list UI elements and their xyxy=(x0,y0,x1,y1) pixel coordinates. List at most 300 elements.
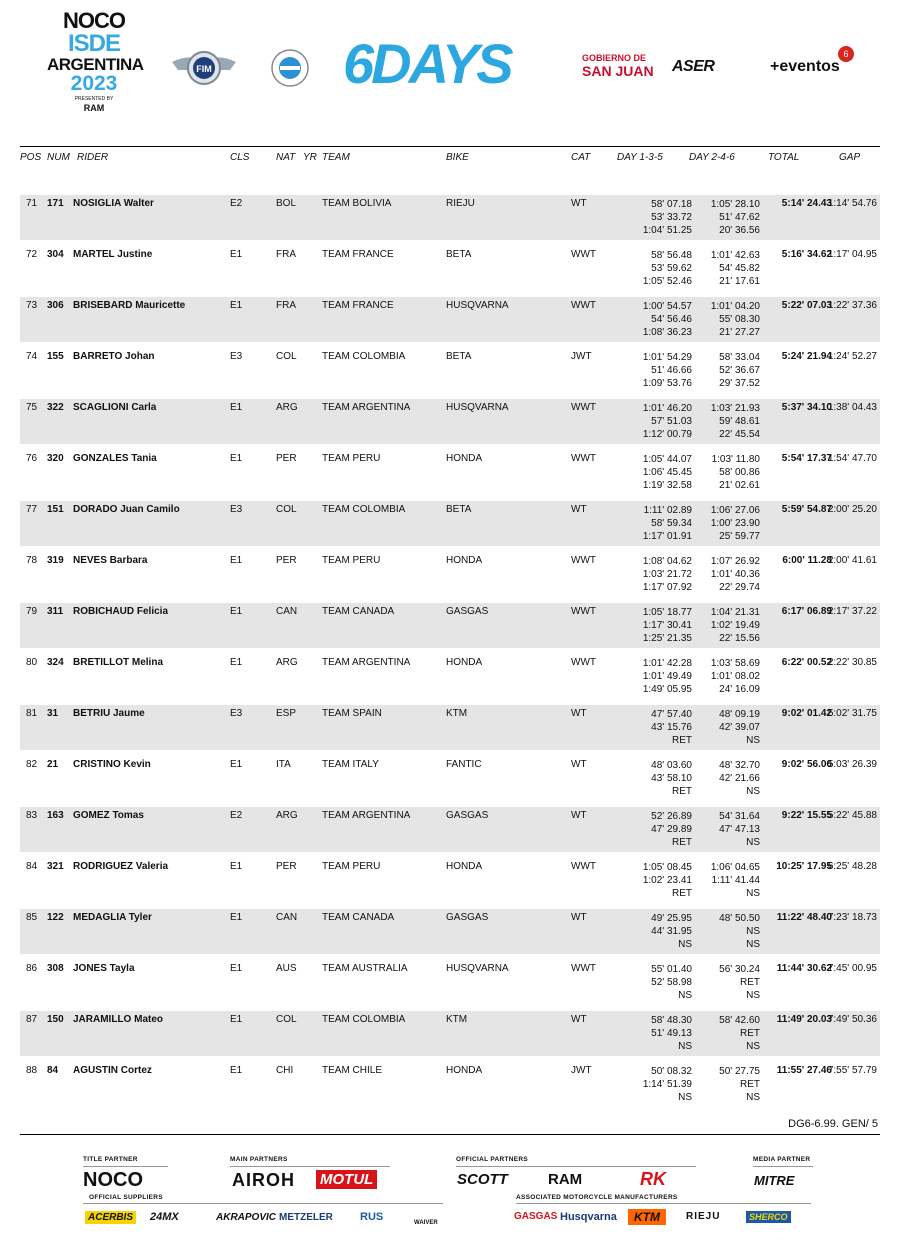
cell-d1-time: 53' 33.72 xyxy=(651,212,692,223)
cell-d2-time: 1:03' 58.69 xyxy=(710,658,760,669)
cell-d2 xyxy=(719,708,760,747)
cell-cls: E1 xyxy=(230,1014,243,1025)
cell-total: 9:02' 01.42 xyxy=(781,708,832,719)
cell-nat: FRA xyxy=(276,249,296,260)
cell-d1 xyxy=(651,963,692,1002)
cell-d1-time: NS xyxy=(678,1041,692,1052)
cell-d1-time: 1:25' 21.35 xyxy=(642,633,692,644)
cell-bike: FANTIC xyxy=(446,759,482,770)
cell-d1 xyxy=(643,504,692,543)
cell-d1-time: 1:11' 02.89 xyxy=(643,505,692,516)
san-juan-logo xyxy=(582,54,654,79)
cell-team: TEAM PERU xyxy=(322,555,381,566)
table-row xyxy=(20,297,880,342)
cell-d1-time: 1:19' 32.58 xyxy=(642,480,692,491)
cell-d2 xyxy=(712,453,760,492)
cell-bike: HUSQVARNA xyxy=(446,300,509,311)
cell-d1-time: 58' 48.30 xyxy=(651,1015,692,1026)
cell-d1 xyxy=(643,249,692,288)
cell-gap: 1:17' 04.95 xyxy=(827,249,877,260)
cell-d1-time: 1:05' 08.45 xyxy=(642,862,692,873)
cell-pos: 77 xyxy=(26,504,38,515)
cell-team: TEAM FRANCE xyxy=(322,249,394,260)
cell-rider: NEVES Barbara xyxy=(73,555,148,566)
cell-bike: KTM xyxy=(446,1014,468,1025)
cell-d1-time: 1:12' 00.79 xyxy=(642,429,692,440)
cell-d2 xyxy=(711,300,760,339)
table-row xyxy=(20,807,880,852)
cell-d1-time: 51' 46.66 xyxy=(651,365,692,376)
cell-d1-time: 1:17' 01.91 xyxy=(642,531,692,542)
cell-d2-time: NS xyxy=(746,1092,760,1103)
cell-d2-time: 1:06' 04.65 xyxy=(710,862,760,873)
isde-logo-isde: ISDE xyxy=(67,30,120,57)
cell-d1-time: 58' 59.34 xyxy=(651,518,692,529)
cell-d1-time: NS xyxy=(678,1092,692,1103)
cell-gap: 5:03' 26.39 xyxy=(827,759,877,770)
cell-d2 xyxy=(711,861,760,900)
cell-pos: 74 xyxy=(26,351,38,362)
cell-cls: E1 xyxy=(230,759,243,770)
cell-d1-time: 51' 49.13 xyxy=(651,1028,692,1039)
cell-pos: 88 xyxy=(26,1065,38,1076)
cell-cat: WWT xyxy=(571,249,596,260)
cell-gap: 7:23' 18.73 xyxy=(827,912,877,923)
cell-nat: ESP xyxy=(276,708,297,719)
cell-bike: HONDA xyxy=(446,657,483,668)
cell-d2-time: 1:01' 42.63 xyxy=(710,250,760,261)
cell-cat: WWT xyxy=(571,402,596,413)
cell-d1 xyxy=(643,657,692,696)
cell-nat: FRA xyxy=(276,300,296,311)
cell-cls: E3 xyxy=(230,504,243,515)
cell-team: TEAM ARGENTINA xyxy=(322,657,411,668)
cell-num: 321 xyxy=(47,861,64,872)
cell-rider: CRISTINO Kevin xyxy=(73,759,151,770)
col-rider: RIDER xyxy=(77,152,109,163)
col-cat: CAT xyxy=(571,152,591,163)
cell-bike: HONDA xyxy=(446,1065,483,1076)
cell-d1-time: 58' 07.18 xyxy=(651,199,692,210)
cell-d2-time: 22' 45.54 xyxy=(719,429,760,440)
official-partners-label: OFFICIAL PARTNERS xyxy=(456,1156,529,1163)
cell-rider: GOMEZ Tomas xyxy=(73,810,144,821)
cell-bike: BETA xyxy=(446,504,472,515)
cell-cls: E1 xyxy=(230,861,243,872)
cell-total: 6:00' 11.28 xyxy=(782,555,832,566)
cell-cat: WWT xyxy=(571,555,596,566)
cell-num: 304 xyxy=(47,249,64,260)
cell-cat: WT xyxy=(571,1014,587,1025)
cell-cls: E1 xyxy=(230,300,243,311)
cell-pos: 80 xyxy=(26,657,38,668)
rus-logo: RUS xyxy=(360,1211,384,1223)
cell-d2-time: 25' 59.77 xyxy=(719,531,760,542)
san-juan-name: SAN JUAN xyxy=(582,62,654,79)
cell-d2-time: 48' 32.70 xyxy=(719,760,760,771)
cell-rider: BRETILLOT Melina xyxy=(73,657,163,668)
cell-gap: 7:49' 50.36 xyxy=(827,1014,877,1025)
cell-rider: BRISEBARD Mauricette xyxy=(73,300,186,311)
cell-gap: 2:17' 37.22 xyxy=(827,606,877,617)
cell-d1 xyxy=(643,1065,692,1104)
table-row xyxy=(20,1062,880,1107)
metzeler-logo: METZELER xyxy=(279,1212,333,1223)
footer-rule-2 xyxy=(230,1166,390,1167)
cell-team: TEAM ARGENTINA xyxy=(322,402,411,413)
cell-bike: KTM xyxy=(446,708,468,719)
cell-d2 xyxy=(711,606,760,645)
motul-logo: MOTUL xyxy=(316,1170,377,1189)
cell-rider: NOSIGLIA Walter xyxy=(73,198,154,209)
cell-d2-time: NS xyxy=(746,1041,760,1052)
cell-d2-time: 24' 16.09 xyxy=(719,684,760,695)
eventos-badge-icon: 6 xyxy=(838,46,854,62)
cell-total: 5:54' 17.37 xyxy=(781,453,832,464)
cell-cat: WWT xyxy=(571,606,596,617)
table-row xyxy=(20,399,880,444)
cell-d2-time: NS xyxy=(746,939,760,950)
cell-d1-time: 1:14' 51.39 xyxy=(642,1079,692,1090)
rieju-logo: RIEJU xyxy=(686,1211,721,1222)
cell-d2-time: 50' 27.75 xyxy=(719,1066,760,1077)
cell-pos: 72 xyxy=(26,249,38,260)
isde-logo xyxy=(47,8,144,113)
cell-cls: E1 xyxy=(230,912,243,923)
cell-d2 xyxy=(711,402,760,441)
cell-cat: WWT xyxy=(571,861,596,872)
cell-num: 324 xyxy=(47,657,64,668)
table-row xyxy=(20,1011,880,1056)
cell-total: 5:16' 34.62 xyxy=(781,249,832,260)
cell-d1-time: NS xyxy=(678,990,692,1001)
table-row xyxy=(20,756,880,801)
cell-rider: BARRETO Johan xyxy=(73,351,155,362)
cell-d2-time: 29' 37.52 xyxy=(719,378,760,389)
footer-rule xyxy=(20,1134,880,1135)
cell-num: 150 xyxy=(47,1014,64,1025)
cell-gap: 1:54' 47.70 xyxy=(827,453,877,464)
cell-rider: BETRIU Jaume xyxy=(73,708,145,719)
cell-d1-time: 1:49' 05.95 xyxy=(642,684,692,695)
cell-d2-time: 1:01' 04.20 xyxy=(710,301,760,312)
cell-num: 151 xyxy=(47,504,64,515)
cell-nat: CHI xyxy=(276,1065,294,1076)
cell-rider: DORADO Juan Camilo xyxy=(73,504,180,515)
cell-d2-time: 47' 47.13 xyxy=(719,824,760,835)
cell-d1 xyxy=(651,810,692,849)
cell-nat: ARG xyxy=(276,810,298,821)
cell-team: TEAM CANADA xyxy=(322,912,395,923)
cell-nat: BOL xyxy=(276,198,297,209)
cell-d1-time: RET xyxy=(672,786,692,797)
col-total: TOTAL xyxy=(768,152,800,163)
husqvarna-logo: Husqvarna xyxy=(560,1211,617,1223)
cell-d2-time: 21' 17.61 xyxy=(719,276,760,287)
footer-rule-5 xyxy=(83,1203,443,1204)
cell-cls: E1 xyxy=(230,453,243,464)
cell-bike: HUSQVARNA xyxy=(446,963,509,974)
cell-d2-time: 42' 39.07 xyxy=(719,722,760,733)
cell-pos: 79 xyxy=(26,606,38,617)
cell-num: 84 xyxy=(47,1065,59,1076)
cell-cls: E1 xyxy=(230,963,243,974)
cell-d2-time: NS xyxy=(746,735,760,746)
cell-pos: 78 xyxy=(26,555,38,566)
cell-total: 9:02' 56.06 xyxy=(781,759,832,770)
col-yr: YR xyxy=(303,152,317,163)
cell-team: TEAM ARGENTINA xyxy=(322,810,411,821)
cell-d1-time: 1:09' 53.76 xyxy=(642,378,692,389)
cell-total: 5:14' 24.43 xyxy=(781,198,832,209)
cell-d1-time: 52' 58.98 xyxy=(651,977,692,988)
cell-d1 xyxy=(643,453,692,492)
cell-num: 163 xyxy=(47,810,64,821)
sixdays-logo: 6DAYS xyxy=(343,32,511,95)
cell-num: 320 xyxy=(47,453,64,464)
cell-d1-time: NS xyxy=(678,939,692,950)
cell-d1-time: 1:03' 21.72 xyxy=(642,569,692,580)
cell-pos: 83 xyxy=(26,810,38,821)
cell-bike: HONDA xyxy=(446,555,483,566)
cell-num: 311 xyxy=(47,606,64,617)
cell-pos: 86 xyxy=(26,963,38,974)
cell-team: TEAM CHILE xyxy=(322,1065,383,1076)
table-row xyxy=(20,195,880,240)
cell-cat: WT xyxy=(571,708,587,719)
cell-d1-time: 1:01' 54.29 xyxy=(642,352,692,363)
cell-d2-time: 1:01' 40.36 xyxy=(710,569,760,580)
cell-d1 xyxy=(643,402,692,441)
isde-logo-argentina: ARGENTINA xyxy=(47,55,144,74)
24mx-logo: 24MX xyxy=(150,1211,179,1223)
cell-rider: GONZALES Tania xyxy=(73,453,157,464)
cell-d1-time: 1:02' 23.41 xyxy=(642,875,692,886)
akrapovic-logo: AKRAPOVIC xyxy=(216,1212,277,1223)
cell-d1-time: 1:05' 18.77 xyxy=(642,607,692,618)
cell-d1-time: 1:17' 07.92 xyxy=(642,582,692,593)
footer-rule-4 xyxy=(753,1166,813,1167)
cell-d1-time: 50' 08.32 xyxy=(651,1066,692,1077)
table-row xyxy=(20,501,880,546)
cell-total: 11:22' 48.40 xyxy=(776,912,832,923)
cell-nat: COL xyxy=(276,351,297,362)
cell-total: 5:37' 34.10 xyxy=(781,402,832,413)
table-row xyxy=(20,450,880,495)
cell-nat: ARG xyxy=(276,402,298,413)
cell-total: 11:55' 27.46 xyxy=(776,1065,832,1076)
cell-pos: 84 xyxy=(26,861,38,872)
cell-nat: COL xyxy=(276,504,297,515)
cell-d2-time: 56' 30.24 xyxy=(719,964,760,975)
cell-total: 6:17' 06.89 xyxy=(781,606,832,617)
col-nat: NAT xyxy=(276,152,296,163)
cell-rider: MARTEL Justine xyxy=(73,249,153,260)
cell-gap: 1:22' 37.36 xyxy=(827,300,877,311)
col-cls: CLS xyxy=(230,152,250,163)
cell-d2-time: 58' 33.04 xyxy=(719,352,760,363)
scott-logo: SCOTT xyxy=(457,1171,508,1188)
gasgas-logo: GASGAS xyxy=(514,1211,558,1222)
cell-team: TEAM COLOMBIA xyxy=(322,504,406,515)
cell-d1-time: 53' 59.62 xyxy=(651,263,692,274)
assoc-manufacturers-label: ASSOCIATED MOTORCYCLE MANUFACTURERS xyxy=(516,1194,678,1201)
cell-cls: E1 xyxy=(230,249,243,260)
cell-d2-time: 54' 31.64 xyxy=(719,811,760,822)
cell-d2 xyxy=(711,249,760,288)
cell-d2-time: 1:05' 28.10 xyxy=(710,199,760,210)
acerbis-logo: ACERBIS xyxy=(85,1211,136,1224)
cell-num: 171 xyxy=(47,198,64,209)
cell-d1 xyxy=(651,1014,692,1053)
cell-d2-time: RET xyxy=(740,1079,760,1090)
cell-gap: 7:55' 57.79 xyxy=(827,1065,877,1076)
cell-d2-time: 1:04' 21.31 xyxy=(710,607,760,618)
isde-logo-presented: PRESENTED BY xyxy=(74,96,114,102)
waiver-logo: WAIVER xyxy=(414,1220,438,1226)
cell-d1-time: 1:06' 45.45 xyxy=(642,467,692,478)
cell-team: TEAM PERU xyxy=(322,861,381,872)
cell-d1 xyxy=(651,759,692,798)
cell-num: 122 xyxy=(47,912,64,923)
cell-d2-time: 1:11' 41.44 xyxy=(711,875,760,886)
doc-code: DG6-6.99. GEN/ 5 xyxy=(788,1118,878,1130)
cell-d2-time: 1:01' 08.02 xyxy=(710,671,760,682)
airoh-logo: AIROH xyxy=(232,1170,295,1190)
cell-num: 306 xyxy=(47,300,64,311)
cell-d2-time: NS xyxy=(746,786,760,797)
cell-d1 xyxy=(643,351,692,390)
footer-rule-6 xyxy=(516,1203,811,1204)
cell-team: TEAM AUSTRALIA xyxy=(322,963,408,974)
cell-nat: AUS xyxy=(276,963,297,974)
cell-d1-time: 43' 15.76 xyxy=(651,722,692,733)
cell-bike: GASGAS xyxy=(446,912,489,923)
cell-cls: E1 xyxy=(230,555,243,566)
cell-d2-time: 58' 42.60 xyxy=(719,1015,760,1026)
cell-total: 6:22' 00.52 xyxy=(781,657,832,668)
cell-d1-time: RET xyxy=(672,837,692,848)
cell-d1-time: 55' 01.40 xyxy=(651,964,692,975)
cell-total: 11:44' 30.62 xyxy=(776,963,832,974)
cell-d1-time: 48' 03.60 xyxy=(651,760,692,771)
cell-pos: 71 xyxy=(26,198,38,209)
cell-d2-time: 42' 21.66 xyxy=(719,773,760,784)
cell-d1 xyxy=(643,606,692,645)
cell-total: 5:59' 54.87 xyxy=(781,504,832,515)
cell-d2 xyxy=(711,657,760,696)
cell-d2-time: NS xyxy=(746,990,760,1001)
cell-d2-time: 55' 08.30 xyxy=(719,314,760,325)
cell-d1-time: 1:05' 44.07 xyxy=(642,454,692,465)
cell-bike: GASGAS xyxy=(446,606,489,617)
cell-team: TEAM FRANCE xyxy=(322,300,394,311)
cell-d1 xyxy=(643,300,692,339)
cell-rider: AGUSTIN Cortez xyxy=(73,1065,152,1076)
cell-d2-time: 1:07' 26.92 xyxy=(710,556,760,567)
cell-d2-time: 48' 09.19 xyxy=(719,709,760,720)
cell-d2-time: 1:03' 21.93 xyxy=(710,403,760,414)
cell-d1-time: 1:01' 46.20 xyxy=(642,403,692,414)
cell-d2-time: 21' 27.27 xyxy=(719,327,760,338)
page-header xyxy=(0,0,900,140)
noco-logo: NOCO xyxy=(83,1169,143,1191)
col-team: TEAM xyxy=(322,152,350,163)
ram-logo: RAM xyxy=(548,1171,583,1188)
cell-total: 10:25' 17.95 xyxy=(776,861,832,872)
cell-pos: 75 xyxy=(26,402,38,413)
cell-cls: E1 xyxy=(230,1065,243,1076)
cell-d2-time: NS xyxy=(746,837,760,848)
cell-team: TEAM CANADA xyxy=(322,606,395,617)
title-partner-label: TITLE PARTNER xyxy=(83,1156,138,1163)
cell-gap: 2:00' 25.20 xyxy=(827,504,877,515)
cell-total: 5:22' 07.03 xyxy=(781,300,832,311)
cell-d1 xyxy=(651,912,692,951)
cell-cat: WWT xyxy=(571,300,596,311)
cell-cat: WWT xyxy=(571,657,596,668)
cell-gap: 2:22' 30.85 xyxy=(827,657,877,668)
cell-d1-time: 58' 56.48 xyxy=(651,250,692,261)
cell-bike: HONDA xyxy=(446,861,483,872)
ktm-logo: KTM xyxy=(628,1209,666,1225)
cell-total: 9:22' 15.55 xyxy=(781,810,832,821)
cell-nat: CAN xyxy=(276,912,298,923)
cell-pos: 82 xyxy=(26,759,38,770)
cell-d2-time: 59' 48.61 xyxy=(719,416,760,427)
col-day2: DAY 2-4-6 xyxy=(689,152,735,163)
cell-d2 xyxy=(711,198,760,237)
table-row xyxy=(20,705,880,750)
fim-logo xyxy=(170,48,238,88)
cell-d2 xyxy=(719,810,760,849)
cell-d1-time: 1:04' 51.25 xyxy=(642,225,692,236)
cell-num: 31 xyxy=(47,708,59,719)
cell-d2-time: RET xyxy=(740,1028,760,1039)
aser-logo: ASER xyxy=(672,58,715,75)
cell-cat: WT xyxy=(571,810,587,821)
cell-cat: WWT xyxy=(571,963,596,974)
table-row xyxy=(20,960,880,1005)
cell-num: 308 xyxy=(47,963,64,974)
cell-num: 21 xyxy=(47,759,59,770)
cell-d1-time: 47' 57.40 xyxy=(651,709,692,720)
footer-rule-3 xyxy=(456,1166,696,1167)
cell-nat: ARG xyxy=(276,657,298,668)
cell-d1 xyxy=(643,861,692,900)
cell-d1-time: 54' 56.46 xyxy=(651,314,692,325)
cell-cls: E2 xyxy=(230,810,243,821)
cell-d1 xyxy=(643,555,692,594)
cell-team: TEAM COLOMBIA xyxy=(322,1014,406,1025)
table-row xyxy=(20,246,880,291)
cell-nat: PER xyxy=(276,555,297,566)
table-row xyxy=(20,858,880,903)
cell-pos: 87 xyxy=(26,1014,38,1025)
cell-d2 xyxy=(719,759,760,798)
cell-d2-time: 20' 36.56 xyxy=(719,225,760,236)
cell-team: TEAM BOLIVIA xyxy=(322,198,392,209)
cell-rider: SCAGLIONI Carla xyxy=(73,402,157,413)
cell-pos: 76 xyxy=(26,453,38,464)
cell-team: TEAM PERU xyxy=(322,453,381,464)
cell-cat: WT xyxy=(571,198,587,209)
cell-rider: ROBICHAUD Felicia xyxy=(73,606,169,617)
cell-bike: BETA xyxy=(446,351,472,362)
cell-d1-time: 44' 31.95 xyxy=(651,926,692,937)
cell-d1-time: RET xyxy=(672,888,692,899)
cell-d2-time: 22' 15.56 xyxy=(719,633,760,644)
